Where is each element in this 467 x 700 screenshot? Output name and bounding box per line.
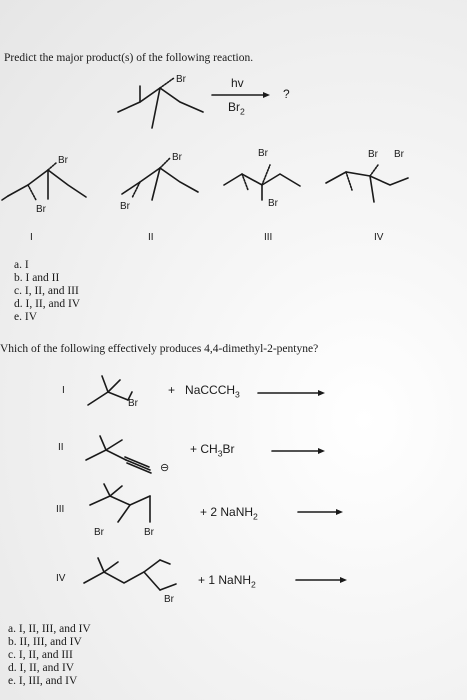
structure-II-numeral: II [148,232,154,243]
q1-product-unknown: ? [283,87,290,101]
q2-IV-molecule [84,558,176,590]
q2-IV-numeral: IV [56,573,66,584]
q1-option-b[interactable]: b. I and II [14,272,60,284]
structure-I-br-1: Br [58,155,68,166]
structure-II-br-2: Br [120,201,130,212]
q2-III-molecule [90,484,150,522]
q1-conditions-br2: $Br_2$ [228,100,245,117]
structure-IV-br-2: Br [394,149,404,160]
structure-IV-br-1: Br [368,149,378,160]
structure-I-numeral: I [30,232,33,243]
q2-III-reagent: + 2 NaNH$_2$ [200,505,258,522]
q2-II-reagent: + $CH_3Br$ [190,442,235,459]
structure-III-br-1: Br [258,148,268,159]
structure-III-br-2: Br [268,198,278,209]
q1-option-d[interactable]: d. I, II, and IV [14,298,81,310]
structure-I-br-2: Br [36,204,46,215]
q2-option-c[interactable]: c. I, II, and III [8,649,73,661]
structure-II-br-1: Br [172,152,182,163]
q2-option-d[interactable]: d. I, II, and IV [8,662,75,674]
q1-option-a[interactable]: a. I [14,259,29,271]
structure-III-molecule [224,165,300,200]
q2-I-numeral: I [62,385,65,396]
q2-I-reagent: + NaCCCH$_3$ [168,383,240,400]
q2-III-br-1: Br [94,527,104,538]
q1-options [14,259,80,324]
q2-option-e[interactable]: e. I, III, and IV [8,675,78,687]
structure-IV-molecule [326,165,408,202]
structure-III-numeral: III [264,232,273,243]
q2-options [8,623,91,688]
structure-II-molecule [122,158,198,200]
q2-IV-reagent: + 1 NaNH$_2$ [198,573,256,590]
q2-IV-br: Br [164,594,174,605]
q2-II-molecule [86,436,151,473]
q2-option-b[interactable]: b. II, III, and IV [8,636,82,648]
q2-III-br-2: Br [144,527,154,538]
q1-option-c[interactable]: c. I, II, and III [14,285,79,297]
q1-reactant-molecule [118,78,203,128]
q2-III-numeral: III [56,504,65,515]
structure-I-molecule [2,163,86,200]
q1-conditions-hv: hv [231,76,244,90]
q2-I-br: Br [128,398,138,409]
q1-option-e[interactable]: e. IV [14,311,37,323]
q2-prompt: Vhich of the following effectively produces 4,4-dimethyl-2-pentyne? [0,343,319,355]
q2-option-a[interactable]: a. I, II, III, and IV [8,623,91,635]
q1-reactant-br: Br [176,74,186,85]
q2-II-charge: ⊖ [160,462,170,474]
q1-prompt: Predict the major product(s) of the following reaction. [4,52,254,64]
q2-II-numeral: II [58,442,64,453]
q2-I-molecule [88,376,132,405]
structure-IV-numeral: IV [374,232,384,243]
